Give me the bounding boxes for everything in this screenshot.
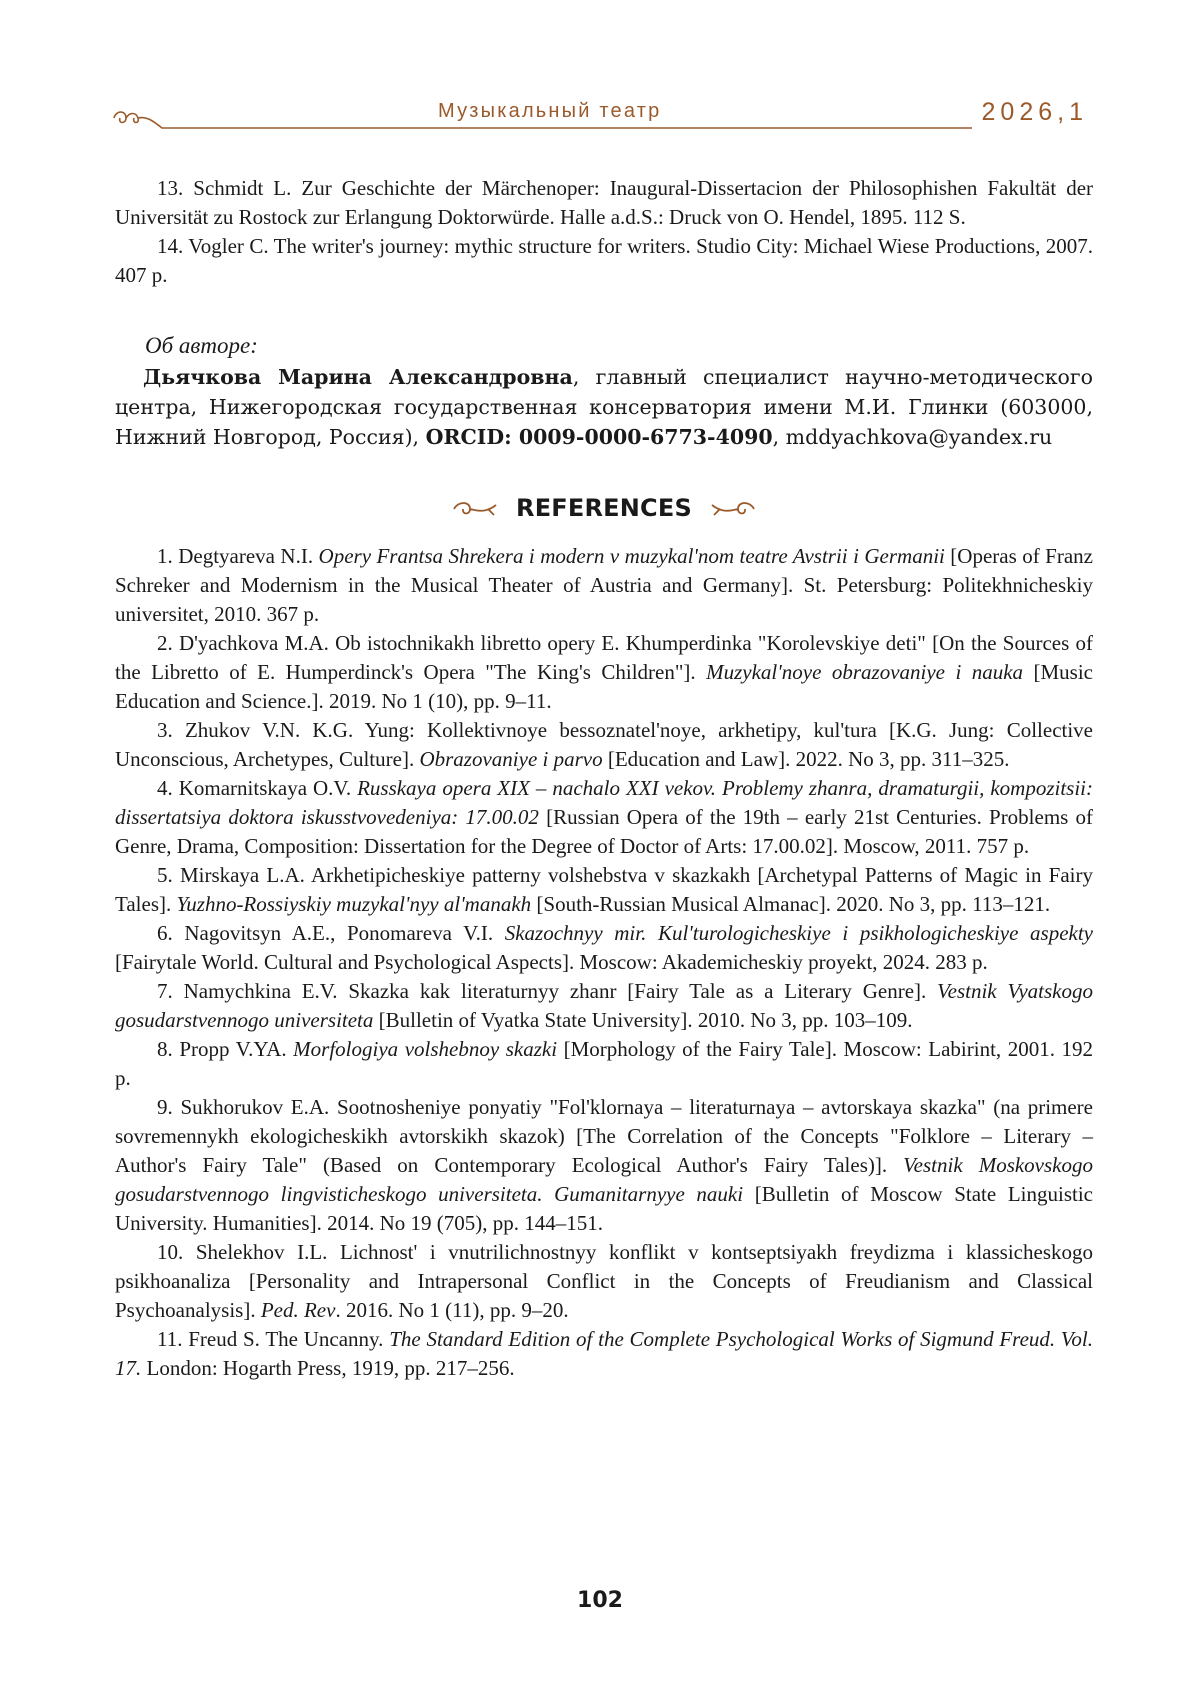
reference-list-continued bbox=[115, 174, 1093, 290]
reference-text: [Music Education and Science.]. 2019. No 1 (10), pp. 9–11. bbox=[115, 660, 1093, 713]
reference-item bbox=[115, 232, 1093, 290]
reference-number: 5. bbox=[157, 863, 173, 887]
author-affiliation: , главный специалист научно-методического центра, Нижегородская государственная консерватория имени М.И. Глинки (603000, Нижний Новгород, Россия), bbox=[115, 365, 1093, 449]
reference-item bbox=[115, 861, 1093, 919]
reference-item bbox=[115, 629, 1093, 716]
references-title: REFERENCES bbox=[516, 494, 692, 522]
right-ornament-icon bbox=[710, 497, 756, 519]
reference-source: Russkaya opera XIX – nachalo XXI vekov. Problemy zhanra, dramaturgii, kompozitsii: dissertatsiya doktora iskusstvovedeniya: 17.00.02 bbox=[115, 776, 1094, 829]
about-author-section bbox=[115, 330, 1093, 452]
reference-item bbox=[115, 174, 1093, 232]
reference-text: [Morphology of the Fairy Tale]. Moscow: Labirint, 2001. 192 p. bbox=[115, 1037, 1094, 1090]
reference-text: [Bulletin of Moscow State Linguistic University. Humanities]. 2014. No 19 (705), pp. 144–151. bbox=[115, 1182, 1093, 1235]
reference-text: London: Hogarth Press, 1919, pp. 217–256. bbox=[141, 1356, 515, 1380]
issue-number: 2026,1 bbox=[981, 98, 1088, 126]
reference-number: 4. bbox=[157, 776, 173, 800]
reference-item bbox=[115, 977, 1093, 1035]
reference-source: Opery Frantsa Shrekera i modern v muzykal'nom teatre Avstrii i Germanii bbox=[318, 544, 945, 568]
reference-item bbox=[115, 1093, 1093, 1238]
reference-text: Mirskaya L.A. Arkhetipicheskiye patterny volshebstva v skazkakh [Archetypal Patterns of Magic in Fairy Tales]. bbox=[115, 863, 1094, 916]
reference-number: 7. bbox=[157, 979, 173, 1003]
running-header bbox=[112, 92, 1088, 140]
reference-text: Freud S. The Uncanny. bbox=[188, 1327, 390, 1351]
reference-text: [Bulletin of Vyatka State University]. 2010. No 3, pp. 103–109. bbox=[373, 1008, 913, 1032]
reference-source: Morfologiya volshebnoy skazki bbox=[293, 1037, 558, 1061]
reference-text: Namychkina E.V. Skazka kak literaturnyy zhanr [Fairy Tale as a Literary Genre]. bbox=[183, 979, 938, 1003]
reference-number: 1. bbox=[157, 544, 173, 568]
author-orcid: ORCID: 0009-0000-6773-4090 bbox=[425, 425, 773, 449]
reference-text: Schmidt L. Zur Geschichte der Märchenoper: Inaugural-Dissertacion der Philosophishen Fakultät der Universität zu Rostock zur Erlangung Doktorwürde. Halle a.d.S.: Druck von O. Hendel, 1895. 112 S. bbox=[115, 176, 1094, 229]
reference-number: 10. bbox=[157, 1240, 184, 1264]
reference-source: Ped. Rev bbox=[260, 1298, 336, 1322]
reference-number: 13. bbox=[157, 176, 184, 200]
reference-text: [Russian Opera of the 19th – early 21st Centuries. Problems of Genre, Drama, Composition: Dissertation for the Degree of Doctor of Arts: 17.00.02]. Moscow, 2011. 757 p. bbox=[115, 805, 1093, 858]
reference-item bbox=[115, 919, 1093, 977]
reference-item bbox=[115, 1035, 1093, 1093]
reference-text: D'yachkova M.A. Ob istochnikakh libretto opery E. Khumperdinka "Korolevskiye deti" [On the Sources of the Libretto of E. Humperdinck's Opera "The King's Children"]. bbox=[115, 631, 1093, 684]
reference-text: [Fairytale World. Cultural and Psychological Aspects]. Moscow: Akademicheskiy proyekt, 2024. 283 p. bbox=[115, 950, 988, 974]
reference-source: Muzykal'noye obrazovaniye i nauka bbox=[706, 660, 1024, 684]
reference-text: . 2016. No 1 (11), pp. 9–20. bbox=[335, 1298, 569, 1322]
reference-number: 6. bbox=[157, 921, 173, 945]
references-list bbox=[115, 542, 1093, 1383]
reference-number: 8. bbox=[157, 1037, 173, 1061]
author-email: , mddyachkova@yandex.ru bbox=[772, 425, 1053, 449]
reference-text: [Education and Law]. 2022. No 3, pp. 311–325. bbox=[602, 747, 1010, 771]
reference-text: Vogler C. The writer's journey: mythic structure for writers. Studio City: Michael Wiese Productions, 2007. 407 p. bbox=[115, 234, 1093, 287]
about-author-label: Об авторе: bbox=[145, 333, 258, 358]
reference-source: Skazochnyy mir. Kul'turologicheskiye i psikhologicheskiye aspekty bbox=[504, 921, 1093, 945]
author-info bbox=[115, 362, 1093, 452]
reference-number: 11. bbox=[157, 1327, 183, 1351]
reference-source: Obrazovaniye i parvo bbox=[419, 747, 603, 771]
reference-item bbox=[115, 774, 1093, 861]
page-number: 102 bbox=[577, 1588, 623, 1613]
reference-text: [South-Russian Musical Almanac]. 2020. No 3, pp. 113–121. bbox=[531, 892, 1051, 916]
journal-title: Музыкальный театр bbox=[438, 100, 662, 122]
reference-text: Propp V.YA. bbox=[179, 1037, 294, 1061]
reference-text: Zhukov V.N. K.G. Yung: Kollektivnoye bessoznatel'noye, arkhetipy, kul'tura [K.G. Jung: Collective Unconscious, Archetypes, Culture]. bbox=[115, 718, 1093, 771]
reference-item bbox=[115, 542, 1093, 629]
reference-item bbox=[115, 1238, 1093, 1325]
reference-text: Degtyareva N.I. bbox=[178, 544, 319, 568]
reference-number: 2. bbox=[157, 631, 173, 655]
reference-source: Yuzhno-Rossiyskiy muzykal'nyy al'manakh bbox=[176, 892, 532, 916]
reference-text: Nagovitsyn A.E., Ponomareva V.I. bbox=[184, 921, 505, 945]
reference-text: [Operas of Franz Schreker and Modernism in the Musical Theater of Austria and Germany]. St. Petersburg: Politekhnicheskiy universitet, 2010. 367 p. bbox=[115, 544, 1093, 626]
author-name: Дьячкова Марина Александровна bbox=[143, 365, 573, 389]
reference-text: Komarnitskaya O.V. bbox=[178, 776, 358, 800]
reference-item bbox=[115, 716, 1093, 774]
left-ornament-icon bbox=[452, 497, 498, 519]
reference-number: 14. bbox=[157, 234, 184, 258]
reference-number: 3. bbox=[157, 718, 173, 742]
reference-source: The Standard Edition of the Complete Psychological Works of Sigmund Freud. Vol. 17. bbox=[115, 1327, 1093, 1380]
reference-source: Vestnik Vyatskogo gosudarstvennogo universiteta bbox=[115, 979, 1093, 1032]
reference-text: Sukhorukov E.A. Sootnosheniye ponyatiy "Fol'klornaya – literaturnaya – avtorskaya skazka" (na primere sovremennykh ekologicheskikh avtorskikh skazok) [The Correlation of the Concepts "Folklore – Literary – Author's Fairy Tale" (Based on Contemporary Ecological Author's Fairy Tales)]. bbox=[115, 1095, 1094, 1177]
references-heading bbox=[115, 494, 1093, 534]
reference-item bbox=[115, 1325, 1093, 1383]
reference-number: 9. bbox=[157, 1095, 173, 1119]
reference-text: Shelekhov I.L. Lichnost' i vnutrilichnostnyy konflikt v kontseptsiyakh freydizma i klassicheskogo psikhoanaliza [Personality and Intrapersonal Conflict in the Concepts of Freudianism and Classical Psychoanalysis]. bbox=[115, 1240, 1093, 1322]
reference-source: Vestnik Moskovskogo gosudarstvennogo lingvisticheskogo universiteta. Gumanitarnyye nauki bbox=[115, 1153, 1094, 1206]
